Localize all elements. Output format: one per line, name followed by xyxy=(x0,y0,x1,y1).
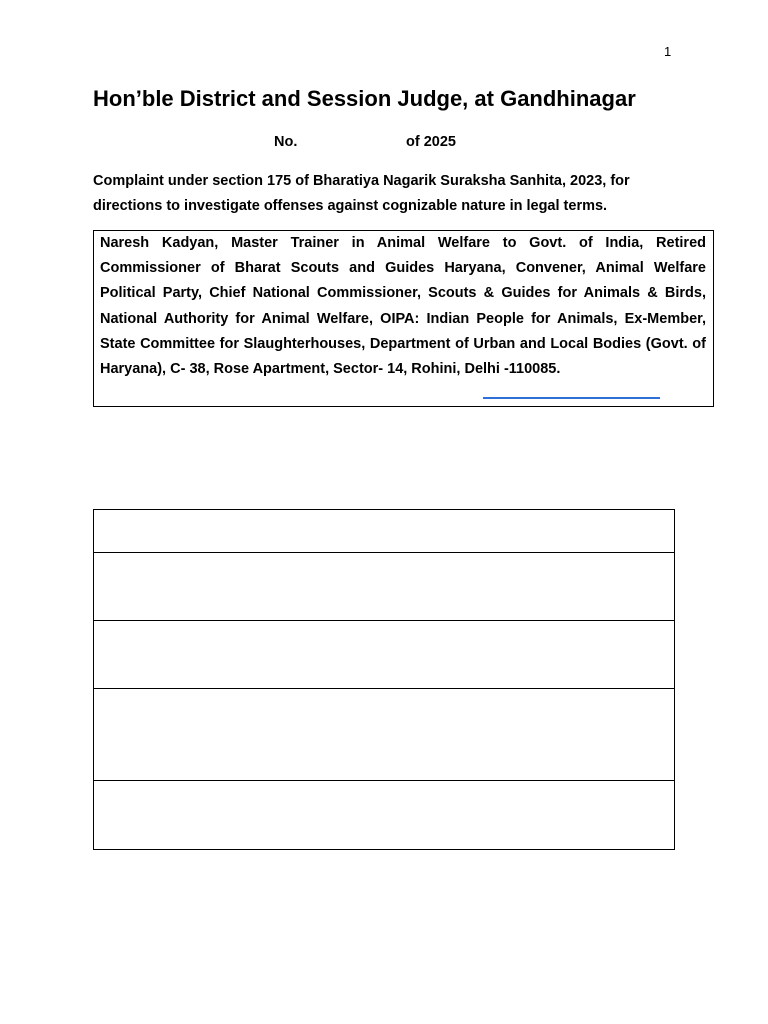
table-row xyxy=(94,510,675,553)
case-year-label: of 2025 xyxy=(406,134,456,150)
page-number: 1 xyxy=(664,44,672,59)
case-number-line xyxy=(274,134,456,150)
table-cell xyxy=(94,689,675,781)
table-row xyxy=(94,621,675,689)
table-row xyxy=(94,781,675,850)
case-number-label: No. xyxy=(274,134,298,150)
table-cell xyxy=(94,621,675,689)
link-underline[interactable] xyxy=(483,397,660,399)
court-title: Hon’ble District and Session Judge, at Gandhinagar xyxy=(93,86,636,111)
table-cell xyxy=(94,510,675,553)
table-cell xyxy=(94,553,675,621)
complaint-heading: Complaint under section 175 of Bharatiya Nagarik Suraksha Sanhita, 2023, for directions to investigate offenses against cognizable nature in legal terms. xyxy=(93,173,630,214)
table-cell xyxy=(94,781,675,850)
complainant-box xyxy=(93,230,714,407)
table-row xyxy=(94,689,675,781)
complainant-details: Naresh Kadyan, Master Trainer in Animal Welfare to Govt. of India, Retired Commissioner of Bharat Scouts and Guides Haryana, Convener, Animal Welfare Political Party, Chief National Commissioner, Scouts & Guides for Animals & Birds, National Authority for Animal Welfare, OIPA: Indian People for Animals, Ex-Member, State Committee for Slaughterhouses, Department of Urban and Local Bodies (Govt. of Haryana), C- 38, Rose Apartment, Sector- 14, Rohini, Delhi -110085. xyxy=(100,235,706,378)
table-row xyxy=(94,553,675,621)
parties-table xyxy=(93,509,675,850)
